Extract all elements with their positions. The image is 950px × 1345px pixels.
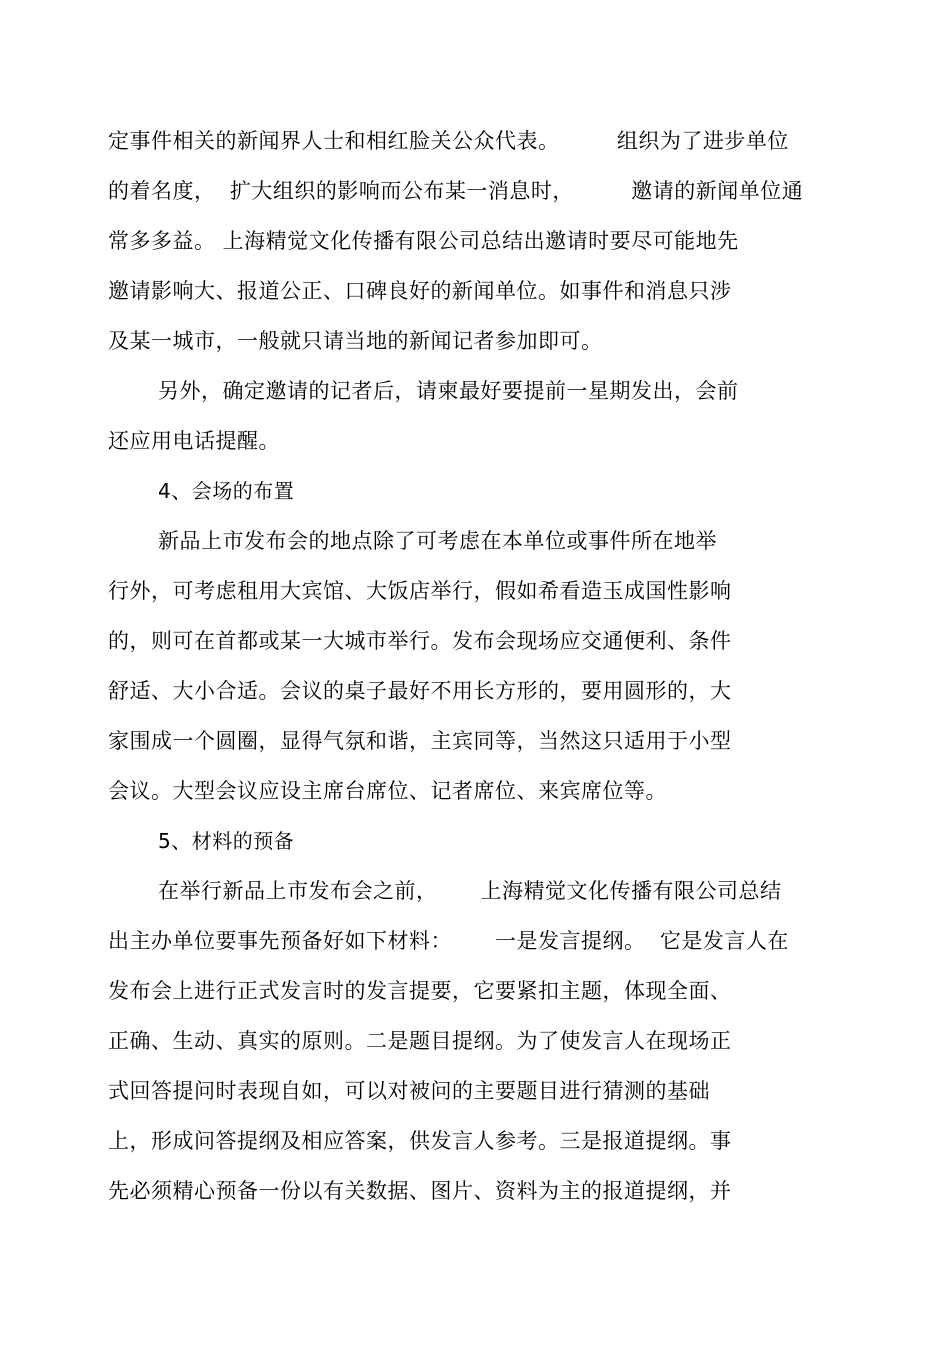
- paragraph-line: 会议。大型会议应设主席台席位、记者席位、来宾席位等。: [108, 779, 667, 803]
- paragraph-line: 定事件相关的新闻界人士和相红脸关公众代表。 组织为了进步单位: [108, 129, 789, 153]
- paragraph-line: 行外，可考虑租用大宾馆、大饭店举行，假如希看造玉成国性影响: [108, 579, 732, 603]
- paragraph-line: 家围成一个圆圈，显得气氛和谐，主宾同等，当然这只适用于小型: [108, 729, 732, 753]
- paragraph-line: 另外，确定邀请的记者后，请柬最好要提前一星期发出，会前: [158, 379, 739, 403]
- section-heading: 5、材料的预备: [158, 829, 295, 853]
- paragraph-line: 的，则可在首都或某一大城市举行。发布会现场应交通便利、条件: [108, 629, 732, 653]
- paragraph-line: 出主办单位要事先预备好如下材料： 一是发言提纲。 它是发言人在: [108, 929, 789, 953]
- paragraph-line: 上，形成问答提纲及相应答案，供发言人参考。三是报道提纲。事: [108, 1129, 732, 1153]
- paragraph-line: 的着名度， 扩大组织的影响而公布某一消息时， 邀请的新闻单位通: [108, 179, 804, 203]
- paragraph-line: 正确、生动、真实的原则。二是题目提纲。为了使发言人在现场正: [108, 1029, 732, 1053]
- paragraph-line: 常多多益。 上海精觉文化传播有限公司总结出邀请时要尽可能地先: [108, 229, 739, 253]
- paragraph-line: 发布会上进行正式发言时的发言提要，它要紧扣主题，体现全面、: [108, 979, 732, 1003]
- paragraph-line: 在举行新品上市发布会之前， 上海精觉文化传播有限公司总结: [158, 879, 782, 903]
- paragraph-line: 及某一城市，一般就只请当地的新闻记者参加即可。: [108, 329, 603, 353]
- paragraph-line: 先必须精心预备一份以有关数据、图片、资料为主的报道提纲，并: [108, 1179, 732, 1203]
- paragraph-line: 还应用电话提醒。: [108, 429, 280, 453]
- paragraph-line: 新品上市发布会的地点除了可考虑在本单位或事件所在地举: [158, 529, 717, 553]
- paragraph-line: 式回答提问时表现自如，可以对被问的主要题目进行猜测的基础: [108, 1079, 710, 1103]
- paragraph-line: 邀请影响大、报道公正、口碑良好的新闻单位。如事件和消息只涉: [108, 279, 732, 303]
- section-heading: 4、会场的布置: [158, 479, 295, 503]
- paragraph-line: 舒适、大小合适。会议的桌子最好不用长方形的，要用圆形的，大: [108, 679, 732, 703]
